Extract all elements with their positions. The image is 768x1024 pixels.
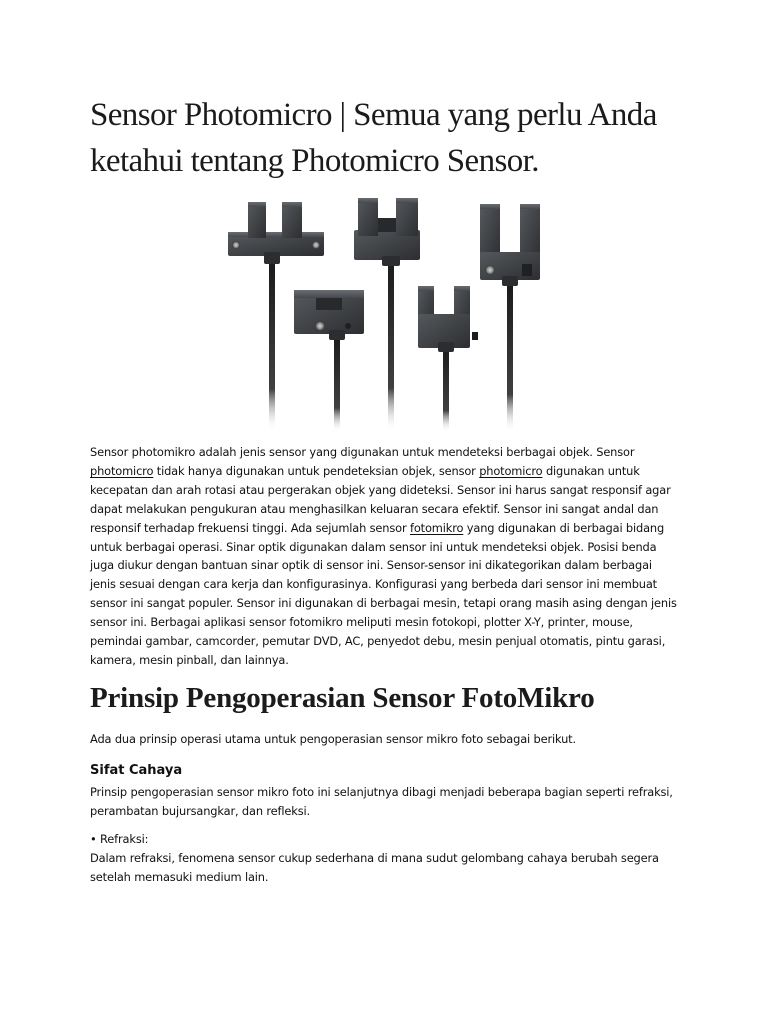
intro-text-3: digunakan untuk kecepatan dan arah rotasi atau pergerakan objek yang dideteksi. Sensor ini harus sangat responsif agar dapat melakukan pengukuran atau menghasilkan keluaran secara efektif. Sensor ini sangat andal dan responsif terhadap frekuensi tinggi. Ada sejumlah sensor	[90, 463, 671, 535]
section-heading: Prinsip Pengoperasian Sensor FotoMikro	[90, 682, 595, 714]
fotomikro-link[interactable]: fotomikro	[409, 520, 464, 535]
sensor-1	[228, 202, 324, 264]
photomicro-sensors-photo	[222, 196, 550, 432]
sensor-cable-5	[507, 282, 513, 432]
bullet-refraksi: • Refraksi:	[90, 832, 149, 846]
intro-text-2: tidak hanya digunakan untuk pendeteksian objek, sensor	[153, 463, 480, 478]
sensor-2	[354, 198, 420, 266]
intro-paragraph	[90, 443, 680, 670]
sensor-cable-3	[334, 336, 340, 432]
sensor-3	[294, 290, 364, 340]
sifat-cahaya-paragraph: Prinsip pengoperasian sensor mikro foto ini selanjutnya dibagi menjadi beberapa bagian seperti refraksi, perambatan bujursangkar, dan refleksi.	[90, 785, 673, 818]
sensor-4	[418, 286, 478, 352]
intro-text-4: yang digunakan di berbagai bidang untuk berbagai operasi. Sinar optik digunakan dalam sensor ini untuk mendeteksi objek. Posisi benda juga diukur dengan bantuan sinar optik di sensor ini. Sensor-sensor ini dikategorikan dalam berbagai jenis sesuai dengan cara kerja dan konfigurasinya. Konfigurasi yang berbeda dari sensor ini membuat sensor ini sangat populer. Sensor ini digunakan di berbagai mesin, tetapi orang masih asing dengan jenis sensor ini. Berbagai aplikasi sensor fotomikro meliputi mesin fotokopi, plotter X-Y, printer, mouse, pemindai gambar, camcorder, pemutar DVD, AC, penyedot debu, mesin penjual otomatis, pintu garasi, kamera, mesin pinball, dan lainnya.	[90, 520, 677, 667]
subheading-sifat-cahaya: Sifat Cahaya	[90, 763, 183, 778]
sensor-cable-2	[388, 256, 394, 432]
document-title: Sensor Photomicro | Semua yang perlu Anda ketahui tentang Photomicro Sensor.	[90, 97, 657, 179]
sensor-5	[480, 204, 540, 286]
photomicro-link-2[interactable]: photomicro	[479, 463, 543, 478]
intro-text-1: Sensor photomikro adalah jenis sensor yang digunakan untuk mendeteksi berbagai objek. Sensor	[90, 445, 635, 459]
refraksi-paragraph: Dalam refraksi, fenomena sensor cukup sederhana di mana sudut gelombang cahaya berubah segera setelah memasuki medium lain.	[90, 851, 659, 884]
sensor-cable-1	[269, 260, 275, 432]
photomicro-link-1[interactable]: photomicro	[90, 463, 154, 478]
sensor-cable-4	[443, 346, 449, 432]
section-lead-paragraph: Ada dua prinsip operasi utama untuk pengoperasian sensor mikro foto sebagai berikut.	[90, 732, 576, 746]
